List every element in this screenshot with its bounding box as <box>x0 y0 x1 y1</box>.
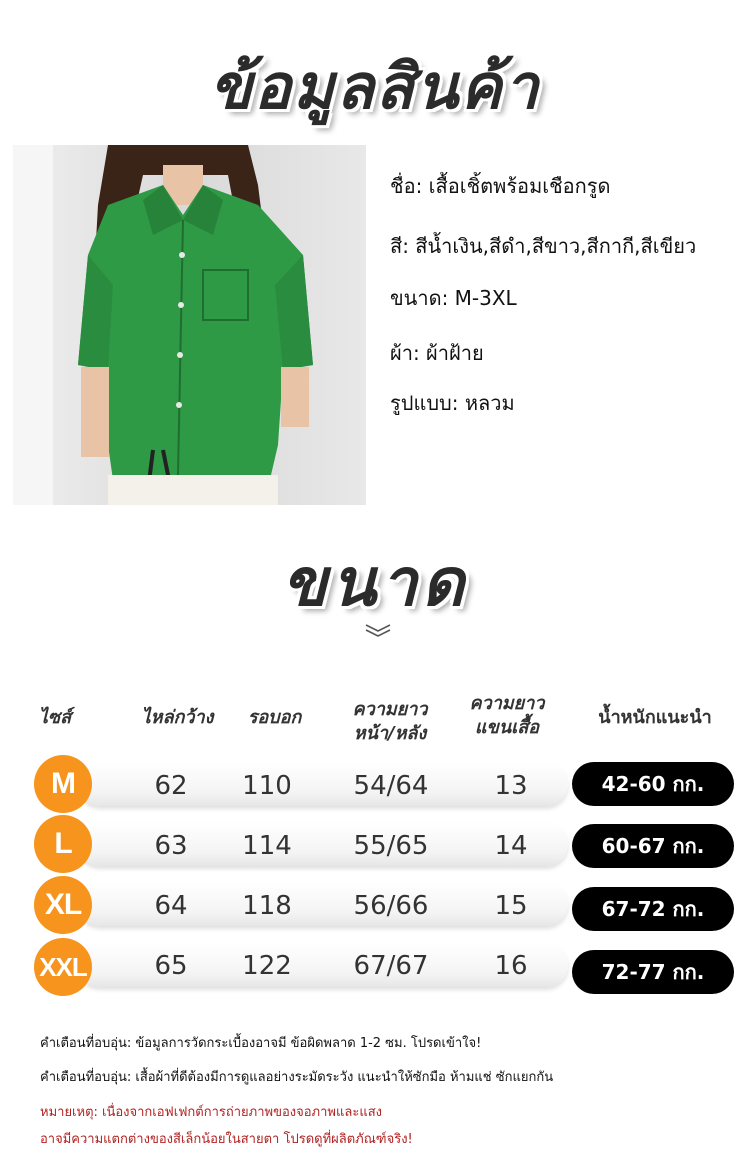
cell-sleeve: 14 <box>494 831 528 861</box>
cell-length: 55/65 <box>353 831 429 861</box>
cell-shoulder: 63 <box>154 831 188 861</box>
size-section-title: ขนาด <box>281 544 469 621</box>
product-name: ชื่อ: เสื้อเชิ้ตพร้อมเชือกรูด <box>390 174 611 198</box>
cell-shoulder: 62 <box>154 771 188 801</box>
cell-shoulder: 64 <box>154 891 188 921</box>
warning-note-1: คำเตือนที่อบอุ่น: ข้อมูลการวัดกระเบื้องอาจมี ข้อผิดพลาด 1-2 ซม. โปรดเข้าใจ! <box>40 1036 482 1051</box>
weight-pill: 42-60 กก. <box>572 762 734 806</box>
cell-chest: 118 <box>242 891 292 921</box>
green-shirt-illustration <box>13 145 366 505</box>
product-style: รูปแบบ: หลวม <box>390 391 515 415</box>
header-length <box>335 698 445 746</box>
chevron-down-icon <box>364 622 392 638</box>
product-fabric: ผ้า: ผ้าฝ้าย <box>390 341 484 365</box>
cell-sleeve: 13 <box>494 771 528 801</box>
size-badge: M <box>34 755 92 813</box>
header-chest: รอบอก <box>247 707 302 728</box>
cell-length: 67/67 <box>353 951 429 981</box>
weight-pill: 72-77 กก. <box>572 950 734 994</box>
header-sleeve <box>452 692 562 740</box>
cell-chest: 110 <box>242 771 292 801</box>
header-length-line2: หน้า/หลัง <box>353 723 427 744</box>
size-badge: L <box>34 815 92 873</box>
page-title: ข้อมูลสินค้า <box>209 50 541 123</box>
cell-sleeve: 15 <box>494 891 528 921</box>
cell-sleeve: 16 <box>494 951 528 981</box>
cell-length: 56/66 <box>353 891 429 921</box>
size-badge: XL <box>34 876 92 934</box>
weight-pill: 67-72 กก. <box>572 887 734 931</box>
header-length-line1: ความยาว <box>352 699 428 720</box>
header-weight: น้ำหนักแนะนำ <box>598 707 712 728</box>
product-photo <box>13 145 366 505</box>
cell-chest: 114 <box>242 831 292 861</box>
remark-note-1: หมายเหตุ: เนื่องจากเอฟเฟกต์การถ่ายภาพของจอภาพและแสง <box>40 1105 382 1120</box>
weight-pill: 60-67 กก. <box>572 824 734 868</box>
remark-note-2: อาจมีความแตกต่างของสีเล็กน้อยในสายตา โปรดดูที่ผลิตภัณฑ์จริง! <box>40 1132 413 1147</box>
cell-chest: 122 <box>242 951 292 981</box>
size-badge: XXL <box>34 938 92 996</box>
cell-length: 54/64 <box>353 771 429 801</box>
product-size-range: ขนาด: M-3XL <box>390 286 517 310</box>
warning-note-2: คำเตือนที่อบอุ่น: เสื้อผ้าที่ดีต้องมีการดูแลอย่างระมัดระวัง แนะนำให้ซักมือ ห้ามแช่ ซักแยกกัน <box>40 1070 554 1085</box>
header-sleeve-line2: แขนเสื้อ <box>474 717 540 738</box>
header-size: ไซส์ <box>38 707 72 728</box>
cell-shoulder: 65 <box>154 951 188 981</box>
header-shoulder: ไหล่กว้าง <box>141 707 214 728</box>
product-colors: สี: สีน้ำเงิน,สีดำ,สีขาว,สีกากี,สีเขียว <box>390 234 697 258</box>
header-sleeve-line1: ความยาว <box>469 693 545 714</box>
